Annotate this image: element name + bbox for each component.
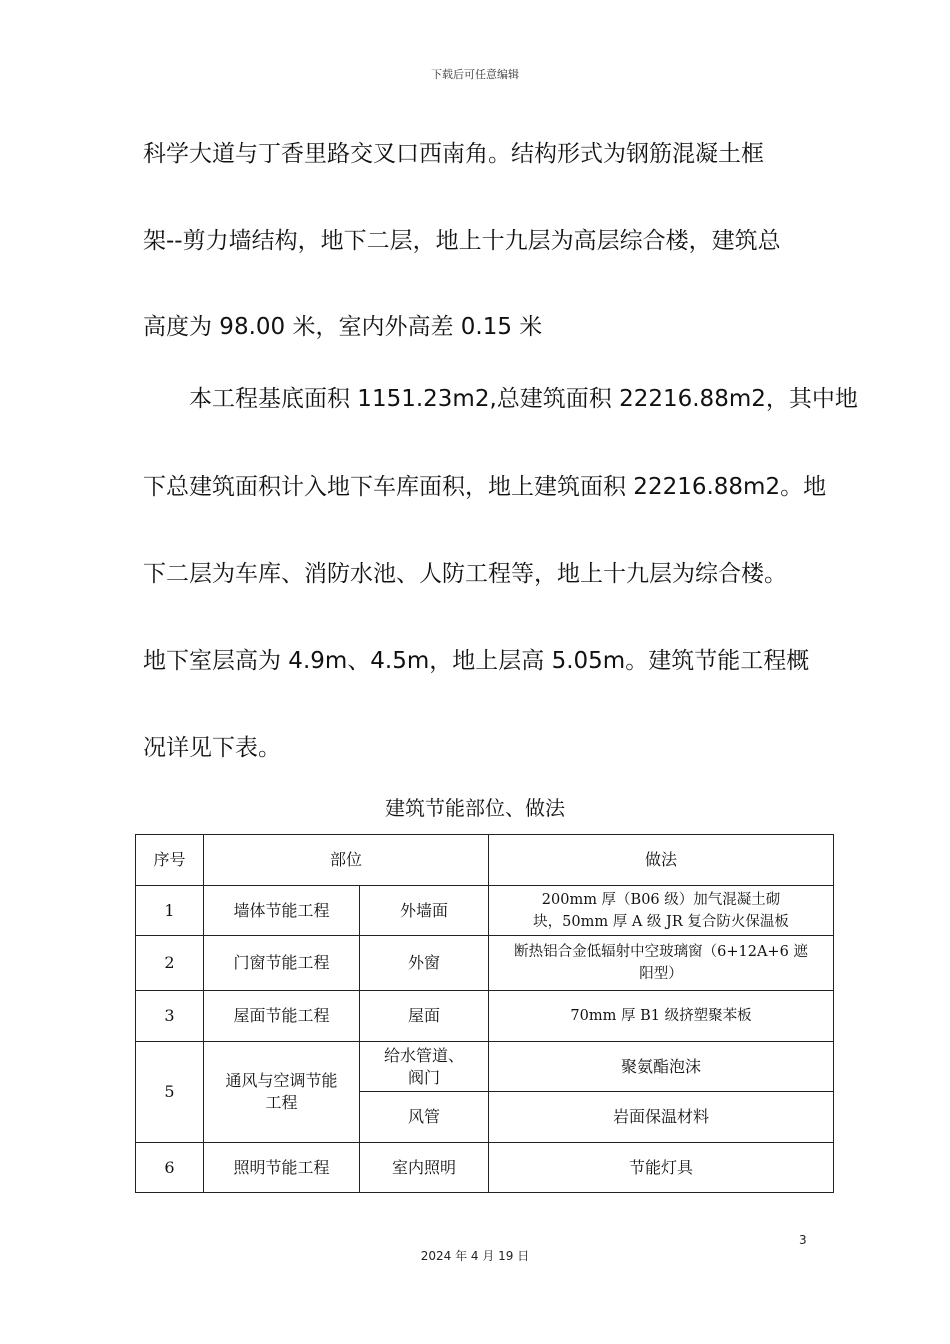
body-line: 架--剪力墙结构，地下二层，地上十九层为高层综合楼，建筑总 [143,228,781,254]
cell-method [489,936,834,991]
cell-location: 屋面 [360,991,489,1042]
body-line: 下总建筑面积计入地下车库面积，地上建筑面积 22216.88m2。地 [143,474,827,500]
cell-project: 门窗节能工程 [204,936,360,991]
table-title: 建筑节能部位、做法 [385,796,565,820]
table-row [136,991,834,1042]
table-row [136,886,834,936]
header-no: 序号 [136,835,204,886]
body-line: 况详见下表。 [143,735,281,761]
footer-date: 2024 年 4 月 19 日 [420,1249,530,1263]
body-line: 高度为 98.00 米，室内外高差 0.15 米 [143,314,543,340]
cell-location: 风管 [360,1092,489,1143]
cell-no: 3 [136,991,204,1042]
cell-method: 聚氨酯泡沫 [489,1042,834,1092]
cell-project: 照明节能工程 [204,1143,360,1193]
cell-method-line: 阳型） [639,966,683,982]
cell-location: 室内照明 [360,1143,489,1193]
cell-method: 70mm 厚 B1 级挤塑聚苯板 [489,991,834,1042]
cell-no: 5 [136,1042,204,1143]
page-number: 3 [799,1233,807,1247]
cell-location: 外墙面 [360,886,489,936]
cell-project-line: 工程 [265,1093,298,1112]
cell-project-line: 通风与空调节能 [225,1071,338,1090]
cell-method-line: 块，50mm 厚 A 级 JR 复合防火保温板 [533,913,789,930]
table-row [136,936,834,991]
header-method: 做法 [489,835,834,886]
table-header-row [136,835,834,886]
cell-project: 屋面节能工程 [204,991,360,1042]
cell-location [360,1042,489,1092]
cell-no: 6 [136,1143,204,1193]
cell-location: 外窗 [360,936,489,991]
header-part: 部位 [204,835,489,886]
body-line: 下二层为车库、消防水池、人防工程等，地上十九层为综合楼。 [143,561,787,587]
cell-method [489,886,834,936]
cell-method: 岩面保温材料 [489,1092,834,1143]
cell-no: 1 [136,886,204,936]
table-row [136,1143,834,1193]
cell-method: 节能灯具 [489,1143,834,1193]
cell-method-line: 200mm 厚（B06 级）加气混凝土砌 [541,891,781,908]
header-note: 下载后可任意编辑 [431,68,519,81]
energy-saving-table [135,834,834,1193]
body-line: 地下室层高为 4.9m、4.5m，地上层高 5.05m。建筑节能工程概 [143,648,810,674]
table-row [136,1042,834,1092]
cell-project: 墙体节能工程 [204,886,360,936]
cell-no: 2 [136,936,204,991]
cell-location-line: 给水管道、 [384,1045,465,1065]
cell-location-line: 阀门 [408,1067,441,1087]
body-line: 科学大道与丁香里路交叉口西南角。结构形式为钢筋混凝土框 [143,141,764,167]
body-line: 本工程基底面积 1151.23m2,总建筑面积 22216.88m2，其中地 [189,386,858,412]
cell-project [204,1042,360,1143]
cell-method-line: 断热铝合金低辐射中空玻璃窗（6+12A+6 遮 [514,944,808,960]
